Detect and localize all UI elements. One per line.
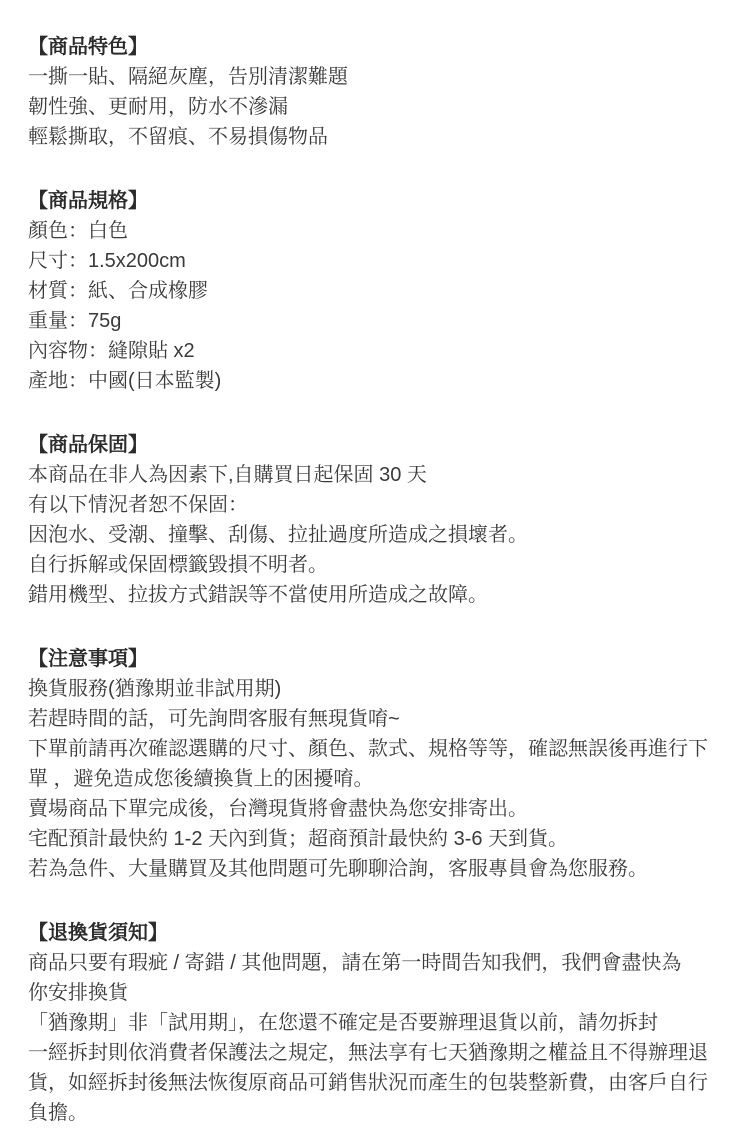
section-notes-title: 【注意事項】 (28, 648, 148, 670)
text-line: 商品只要有瑕疵 / 寄錯 / 其他問題，請在第一時間告知我們，我們會盡快為 (28, 952, 682, 974)
section-product-features (28, 32, 736, 152)
section-return-policy-title: 【退換貨須知】 (28, 922, 168, 944)
section-notes (28, 644, 736, 884)
text-line: 賣場商品下單完成後，台灣現貨將會盡快為您安排寄出。 (28, 798, 528, 820)
text-line: 本商品在非人為因素下,自購買日起保固 30 天 (28, 464, 427, 486)
text-line: 一經拆封則依消費者保護法之規定，無法享有七天猶豫期之權益且不得辦理退 (28, 1042, 708, 1064)
section-product-warranty-title: 【商品保固】 (28, 434, 148, 456)
section-product-specs (28, 186, 736, 396)
text-line: 自行拆解或保固標籤毀損不明者。 (28, 554, 328, 576)
spec-origin: 產地：中國(日本監製) (28, 370, 222, 392)
section-return-policy (28, 918, 736, 1128)
text-line: 有以下情況者恕不保固： (28, 494, 248, 516)
text-line: 若為急件、大量購買及其他問題可先聊聊洽詢，客服專員會為您服務。 (28, 858, 648, 880)
section-product-warranty (28, 430, 736, 610)
text-line: 韌性強、更耐用，防水不滲漏 (28, 96, 288, 118)
text-line: 下單前請再次確認選購的尺寸、顏色、款式、規格等等，確認無誤後再進行下 (28, 738, 708, 760)
text-line: 宅配預計最快約 1-2 天內到貨；超商預計最快約 3-6 天到貨。 (28, 828, 569, 850)
section-product-specs-title: 【商品規格】 (28, 190, 148, 212)
text-line: 輕鬆撕取，不留痕、不易損傷物品 (28, 126, 328, 148)
spec-weight: 重量：75g (28, 310, 122, 332)
text-line: 若趕時間的話，可先詢問客服有無現貨唷~ (28, 708, 400, 730)
spec-color: 顏色：白色 (28, 220, 128, 242)
text-line: 因泡水、受潮、撞擊、刮傷、拉扯過度所造成之損壞者。 (28, 524, 528, 546)
text-line: 你安排換貨 (28, 982, 128, 1004)
text-line: 單 ，避免造成您後續換貨上的困擾唷。 (28, 768, 374, 790)
spec-contents: 內容物：縫隙貼 x2 (28, 340, 195, 362)
text-line: 「猶豫期」非「試用期」，在您還不確定是否要辦理退貨以前，請勿拆封 (28, 1012, 658, 1034)
text-line: 換貨服務(猶豫期並非試用期) (28, 678, 282, 700)
spec-size: 尺寸：1.5x200cm (28, 250, 186, 272)
spec-material: 材質：紙、合成橡膠 (28, 280, 208, 302)
text-line: 錯用機型、拉拔方式錯誤等不當使用所造成之故障。 (28, 584, 488, 606)
text-line: 負擔。 (28, 1102, 88, 1124)
section-product-features-title: 【商品特色】 (28, 36, 148, 58)
text-line: 一撕一貼、隔絕灰塵，告別清潔難題 (28, 66, 348, 88)
text-line: 貨，如經拆封後無法恢復原商品可銷售狀況而產生的包裝整新費，由客戶自行 (28, 1072, 708, 1094)
